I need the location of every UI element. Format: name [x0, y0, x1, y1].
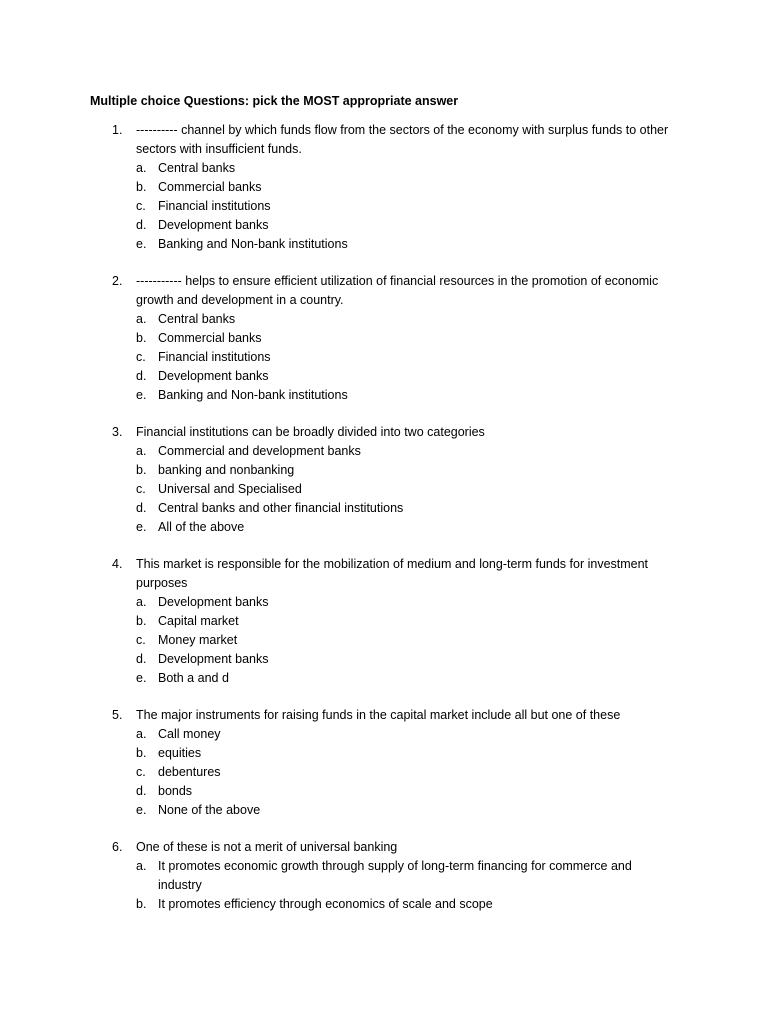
option-text: Financial institutions — [158, 350, 271, 364]
answer-option — [0, 631, 768, 650]
answer-option — [0, 216, 768, 235]
option-letter: e. — [136, 520, 147, 534]
option-letter: a. — [136, 727, 147, 741]
option-text: It promotes economic growth through supply of long-term financing for commerce and industry — [158, 859, 632, 892]
question-number: 1. — [112, 123, 123, 137]
answer-option — [0, 782, 768, 801]
option-letter: c. — [136, 199, 146, 213]
question-number: 6. — [112, 840, 123, 854]
option-text: Banking and Non-bank institutions — [158, 388, 348, 402]
option-letter: c. — [136, 765, 146, 779]
option-text: Commercial and development banks — [158, 444, 361, 458]
answer-option — [0, 669, 768, 688]
option-text: debentures — [158, 765, 221, 779]
option-text: Development banks — [158, 595, 269, 609]
option-letter: a. — [136, 859, 147, 873]
option-letter: a. — [136, 444, 147, 458]
option-letter: c. — [136, 482, 146, 496]
answer-option — [0, 744, 768, 763]
answer-option — [0, 612, 768, 631]
answer-option — [0, 178, 768, 197]
answer-option — [0, 310, 768, 329]
option-letter: b. — [136, 463, 147, 477]
option-text: Development banks — [158, 369, 269, 383]
answer-option — [0, 801, 768, 820]
option-letter: e. — [136, 671, 147, 685]
answer-options — [0, 593, 768, 688]
question-item — [0, 121, 768, 254]
answer-option — [0, 518, 768, 537]
option-letter: e. — [136, 388, 147, 402]
option-text: bonds — [158, 784, 193, 798]
option-text: Capital market — [158, 614, 239, 628]
question-item — [0, 555, 768, 688]
answer-options — [0, 857, 768, 914]
option-text: Financial institutions — [158, 199, 271, 213]
answer-options — [0, 159, 768, 254]
option-letter: d. — [136, 784, 147, 798]
option-letter: d. — [136, 218, 147, 232]
option-text: banking and nonbanking — [158, 463, 295, 477]
answer-option — [0, 442, 768, 461]
document-title: Multiple choice Questions: pick the MOST appropriate answer — [90, 94, 459, 108]
question-text: Financial institutions can be broadly divided into two categories — [136, 425, 485, 439]
answer-option — [0, 235, 768, 254]
option-letter: a. — [136, 595, 147, 609]
option-letter: c. — [136, 633, 146, 647]
option-letter: e. — [136, 237, 147, 251]
option-text: All of the above — [158, 520, 245, 534]
option-letter: b. — [136, 897, 147, 911]
answer-option — [0, 725, 768, 744]
option-text: equities — [158, 746, 202, 760]
option-letter: b. — [136, 614, 147, 628]
answer-option — [0, 159, 768, 178]
answer-option — [0, 593, 768, 612]
answer-option — [0, 461, 768, 480]
question-text: ----------- helps to ensure efficient utilization of financial resources in the promotion of economic growth and development in a country. — [136, 274, 659, 307]
answer-options — [0, 310, 768, 405]
answer-option — [0, 895, 768, 914]
answer-option — [0, 480, 768, 499]
option-text: Central banks — [158, 161, 236, 175]
option-letter: d. — [136, 369, 147, 383]
option-text: Development banks — [158, 652, 269, 666]
option-text: Central banks and other financial institutions — [158, 501, 404, 515]
option-letter: b. — [136, 331, 147, 345]
question-text: ---------- channel by which funds flow from the sectors of the economy with surplus funds to other sectors with insufficient funds. — [136, 123, 669, 156]
option-text: Both a and d — [158, 671, 229, 685]
option-text: Universal and Specialised — [158, 482, 302, 496]
option-text: Commercial banks — [158, 331, 262, 345]
question-number: 4. — [112, 557, 123, 571]
option-text: Money market — [158, 633, 238, 647]
question-text: The major instruments for raising funds in the capital market include all but one of these — [136, 708, 621, 722]
option-text: Development banks — [158, 218, 269, 232]
option-letter: a. — [136, 161, 147, 175]
question-number: 3. — [112, 425, 123, 439]
answer-option — [0, 367, 768, 386]
question-text: One of these is not a merit of universal banking — [136, 840, 398, 854]
question-number: 5. — [112, 708, 123, 722]
option-text: Central banks — [158, 312, 236, 326]
option-letter: d. — [136, 652, 147, 666]
option-text: Banking and Non-bank institutions — [158, 237, 348, 251]
question-item — [0, 838, 768, 914]
answer-option — [0, 197, 768, 216]
question-list — [0, 121, 768, 932]
option-letter: d. — [136, 501, 147, 515]
question-item — [0, 272, 768, 405]
option-text: Call money — [158, 727, 221, 741]
answer-options — [0, 725, 768, 820]
question-number: 2. — [112, 274, 123, 288]
answer-option — [0, 499, 768, 518]
option-text: None of the above — [158, 803, 261, 817]
option-text: It promotes efficiency through economics of scale and scope — [158, 897, 493, 911]
answer-option — [0, 857, 768, 895]
answer-option — [0, 763, 768, 782]
option-letter: b. — [136, 746, 147, 760]
answer-option — [0, 650, 768, 669]
answer-options — [0, 442, 768, 537]
question-text: This market is responsible for the mobilization of medium and long-term funds for investment purposes — [136, 557, 649, 590]
option-letter: a. — [136, 312, 147, 326]
option-letter: c. — [136, 350, 146, 364]
option-letter: b. — [136, 180, 147, 194]
option-text: Commercial banks — [158, 180, 262, 194]
question-item — [0, 706, 768, 820]
option-letter: e. — [136, 803, 147, 817]
answer-option — [0, 329, 768, 348]
answer-option — [0, 348, 768, 367]
answer-option — [0, 386, 768, 405]
question-item — [0, 423, 768, 537]
